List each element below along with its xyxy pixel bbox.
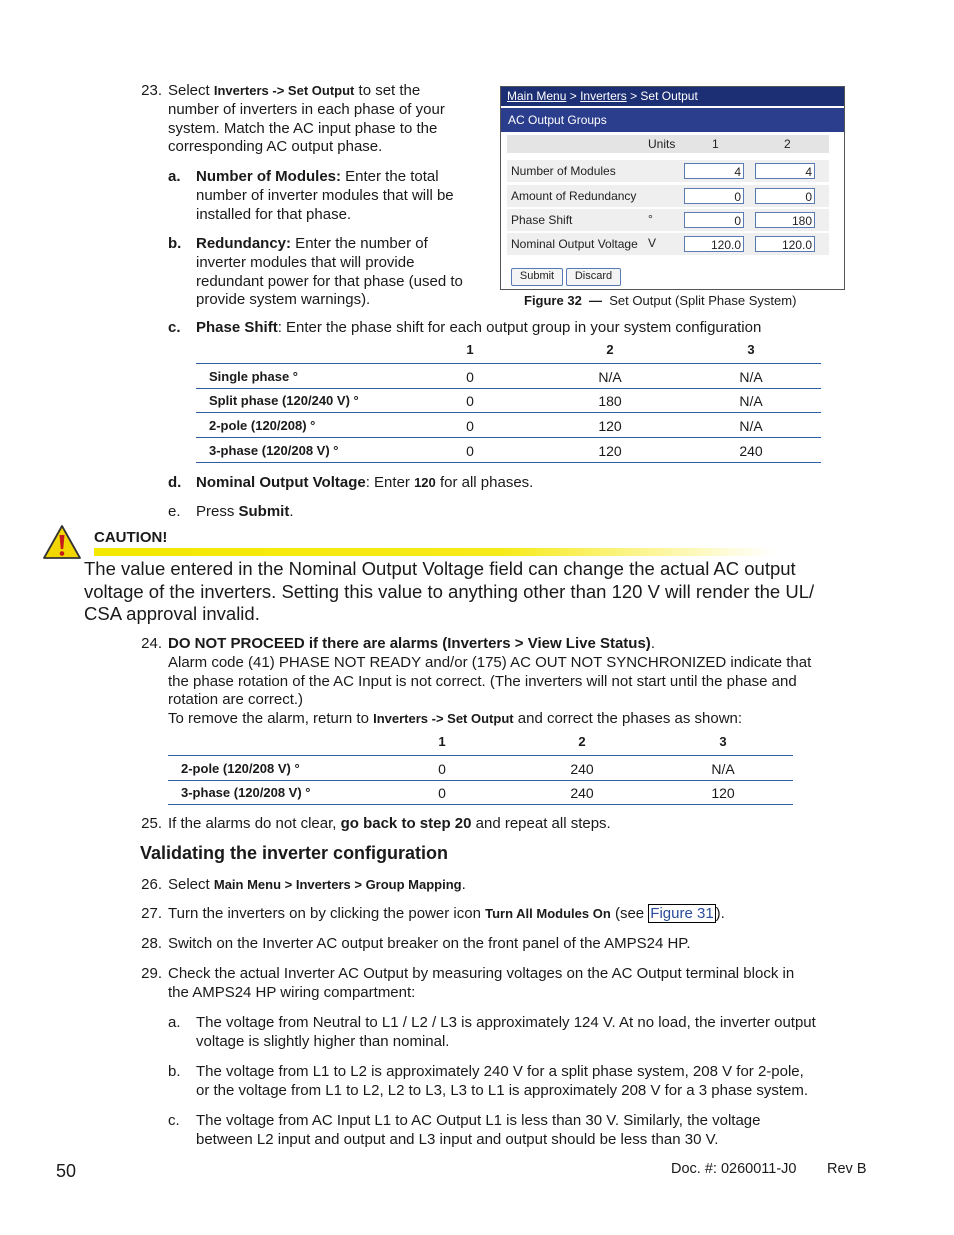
row-phase-shift: Phase Shift ° 0 180 [507, 209, 829, 231]
redundancy-input-1[interactable]: 0 [684, 188, 744, 204]
phase-shift-input-1[interactable]: 0 [684, 212, 744, 228]
table-header: 1 [466, 342, 474, 357]
table-row: 3-phase (120/208 V) ° 0 120 240 [196, 438, 821, 463]
step-27-text: Turn the inverters on by clicking the power icon Turn All Modules On (see Figure 31 ). [168, 905, 725, 922]
doc-number: Doc. #: 0260011-J0 [671, 1161, 797, 1177]
table-header: 2 [578, 734, 586, 749]
step-number: 27. [141, 905, 162, 922]
substep-29a: The voltage from Neutral to L1 / L2 / L3 is approximately 124 V. At no load, the inverter output voltage is slightly higher than nominal. [196, 1014, 816, 1050]
substep-b-redundancy: Redundancy: Enter the number of inverter modules that will provide redundant power for that phase (used to provide system warnings). [196, 235, 463, 309]
substep-d-nominal-voltage: Nominal Output Voltage: Enter 120 for all phases. [196, 474, 534, 491]
substep-letter: e. [168, 503, 181, 520]
caution-title: CAUTION! [94, 529, 168, 546]
table-row: Split phase (120/240 V) ° 0 180 N/A [196, 388, 821, 413]
table-row: 2-pole (120/208 V) ° 0 240 N/A [168, 755, 793, 781]
step-number: 25. [141, 815, 162, 832]
page-number: 50 [56, 1161, 77, 1181]
step-number: 26. [141, 876, 162, 893]
substep-letter: c. [168, 319, 181, 336]
substep-29c: The voltage from AC Input L1 to AC Output L1 is less than 30 V. Similarly, the voltage between L2 input and output and L3 input and output should be less than 30 V. [196, 1112, 761, 1148]
figure-caption: Figure 32 — Set Output (Split Phase System) [524, 293, 797, 308]
units-header [507, 135, 829, 153]
breadcrumb-main-menu[interactable]: Main Menu [507, 89, 567, 103]
table-header: 2 [606, 342, 614, 357]
table-row: 2-pole (120/208) ° 0 120 N/A [196, 413, 821, 438]
step-24-text: DO NOT PROCEED if there are alarms (Inverters > View Live Status). Alarm code (41) PHASE NOT READY and/or (175) AC OUT NOT SYNCHRONIZED indicate that the phase rotation of the AC Input is not correct. (The inverters will not start until the phase and rotation are correct.) To remove the alarm, return to Inverters -> Set Output and correct the phases as shown: [168, 635, 812, 728]
substep-letter: a. [168, 168, 181, 185]
group-title: AC Output Groups [501, 108, 844, 132]
substep-29b: The voltage from L1 to L2 is approximately 240 V for a split phase system, 208 V for 2-pole, or the voltage from L1 to L2, L2 to L3, L3 to L1 is approximately 208 V for a 3 phase system. [196, 1063, 809, 1099]
corrected-phase-table [168, 734, 793, 809]
step-23-text: Select Inverters -> Set Output to set the number of inverters in each phase of your system. Match the AC input phase to the corresponding AC output phase. [168, 82, 445, 156]
substep-e-press-submit: Press Submit. [196, 503, 294, 520]
caution-text: The value entered in the Nominal Output Voltage field can change the actual AC output voltage of the inverters. Setting this value to anything other than 120 V will render the UL/ CSA approval invalid. [84, 558, 815, 625]
revision: Rev B [827, 1161, 867, 1177]
phase-shift-table [196, 342, 821, 467]
row-number-of-modules: Number of Modules 4 4 [507, 160, 829, 182]
voltage-input-1[interactable]: 120.0 [684, 236, 744, 252]
step-number: 23. [141, 82, 162, 99]
modules-input-2[interactable]: 4 [755, 163, 815, 179]
modules-input-1[interactable]: 4 [684, 163, 744, 179]
figure-31-link[interactable]: Figure 31 [650, 905, 714, 922]
substep-letter: d. [168, 474, 182, 491]
submit-button[interactable]: Submit [511, 268, 563, 286]
warning-icon [42, 524, 82, 561]
table-header: 1 [438, 734, 446, 749]
column-2-header: 2 [784, 137, 791, 151]
table-header: 3 [719, 734, 727, 749]
step-29-text: Check the actual Inverter AC Output by measuring voltages on the AC Output terminal block in the AMPS24 HP wiring compartment: [168, 965, 795, 1001]
step-number: 28. [141, 935, 162, 952]
step-number: 29. [141, 965, 162, 982]
table-row: 3-phase (120/208 V) ° 0 240 120 [168, 780, 793, 805]
table-header: 3 [747, 342, 755, 357]
breadcrumb-current: > Set Output [626, 89, 698, 103]
redundancy-input-2[interactable]: 0 [755, 188, 815, 204]
substep-letter: b. [168, 235, 182, 252]
section-heading: Validating the inverter configuration [140, 843, 449, 863]
phase-shift-input-2[interactable]: 180 [755, 212, 815, 228]
caution-highlight-bar [94, 548, 774, 556]
step-28-text: Switch on the Inverter AC output breaker on the front panel of the AMPS24 HP. [168, 935, 691, 952]
row-nominal-voltage: Nominal Output Voltage V 120.0 120.0 [507, 233, 829, 255]
step-26-text: Select Main Menu > Inverters > Group Mapping. [168, 876, 466, 893]
breadcrumb: Main Menu > Inverters > Set Output [501, 87, 844, 106]
step-25-text: If the alarms do not clear, go back to step 20 and repeat all steps. [168, 815, 611, 832]
row-redundancy: Amount of Redundancy 0 0 [507, 185, 829, 207]
substep-letter: b. [168, 1063, 181, 1080]
set-output-screenshot [500, 86, 845, 290]
substep-a-number-of-modules: Number of Modules: Enter the total number of inverter modules that will be installed for that phase. [196, 168, 454, 223]
substep-letter: c. [168, 1112, 180, 1129]
breadcrumb-inverters[interactable]: Inverters [580, 89, 627, 103]
discard-button[interactable]: Discard [566, 268, 621, 286]
step-number: 24. [141, 635, 162, 652]
substep-c-phase-shift: Phase Shift: Enter the phase shift for each output group in your system configuration [196, 319, 762, 336]
units-label: Units [648, 137, 676, 151]
column-1-header: 1 [712, 137, 719, 151]
table-row: Single phase ° 0 N/A N/A [196, 363, 821, 389]
substep-letter: a. [168, 1014, 181, 1031]
voltage-input-2[interactable]: 120.0 [755, 236, 815, 252]
